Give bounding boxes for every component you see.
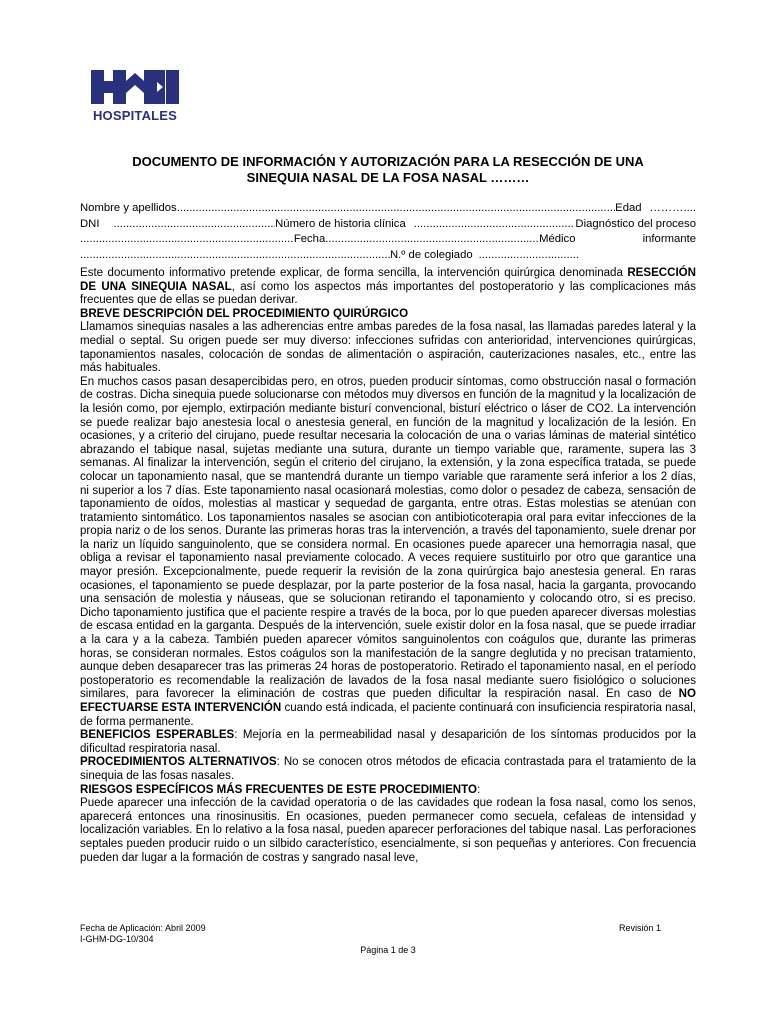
dni-blank[interactable] — [113, 217, 275, 233]
field-row-fecha — [80, 232, 696, 248]
fecha-label: Fecha — [293, 233, 326, 246]
logo-text: HOSPITALES — [92, 108, 178, 123]
nombre-label: Nombre y apellidos — [80, 202, 177, 214]
document-title-line-1: DOCUMENTO DE INFORMACIÓN Y AUTORIZACIÓN PARA LA RESECCIÓN DE UNA — [132, 154, 644, 169]
revision: Revisión 1 — [618, 923, 661, 933]
fecha-aplicacion: Fecha de Aplicación: Abril 2009 — [80, 923, 206, 933]
document-title-line-2: SINEQUIA NASAL DE LA FOSA NASAL ……… — [246, 170, 530, 185]
patient-fields — [80, 201, 696, 263]
description-paragraph-2: En muchos casos pasan desapercibidas pero, en otros, pueden producir síntomas, como obstrucción nasal o formación de costras. Dicha sinequia puede solucionarse con métodos muy diversos en función de la magnitud y la localización de la lesión como, por ejemplo, extirpación mediante bisturí convencional, bisturí eléctrico o láser de CO2. La intervención se puede realizar bajo anestesia local o anestesia general, en función de la magnitud y localización de la lesión. En ocasiones, y a criterio del cirujano, puede resultar necesaria la colocación de una o varias láminas de material sintético abrazando el tabique nasal, sujetas mediante una sutura, durante un tiempo variable que, raramente, supera las 3 semanas. Al finalizar la intervención, según el criterio del cirujano, la extensión, y la zona específica tratada, se puede colocar un taponamiento nasal, que se mantendrá durante un tiempo variable que raramente será inferior a los 2 días, ni superior a los 7 días. Este taponamiento nasal ocasionará molestias, como dolor o pesadez de cabeza, sensación de taponamiento de oídos, molestias al masticar y sequedad de garganta, entre otras. Estas molestias se atenúan con tratamiento sintomático. Los taponamientos nasales se asocian con antibioticoterapia oral para evitar infecciones de la propia nariz o de los senos. Durante las primeras horas tras la intervención, a través del taponamiento, suele drenar por la nariz un líquido sanguinolento, que se considera normal. En ocasiones puede aparecer una hemorragia nasal, que obliga a revisar el taponamiento nasal previamente colocado. A veces requiere sustituirlo por otro que garantice una mayor presión. Excepcionalmente, puede requerir la revisión de la zona quirúrgica bajo anestesia general. En raras ocasiones, el taponamiento se puede desplazar, por la parte posterior de la fosa nasal, hacia la garganta, provocando una sensación de molestia y náuseas, que se solucionan retirando el taponamiento y colocando otro, si es preciso. Dicho taponamiento justifica que el paciente respire a través de la boca, por lo que pueden aparecer diversas molestias de escasa entidad en la garganta. Después de la intervención, suele existir dolor en la fosa nasal, que se puede irradiar a la cara y a la cabeza. También pueden aparecer vómitos sanguinolentos con coágulos que, durante las primeras horas, se consideran normales. Estos coágulos son la manifestación de la sangre deglutida y no precisan tratamiento, aunque deben desaparecer tras las primeras 24 horas de postoperatorio. Retirado el taponamiento nasal, en el período postoperatorio es recomendable la realización de lavados de la fosa nasal mediante suero fisiológico o soluciones similares, para favorecer la eliminación de costras que pueden dificultar la respiración nasal. En caso de NO EFECTUARSE ESTA INTERVENCIÓN cuando está indicada, el paciente continuará con insuficiencia respiratoria nasal, de forma permanente. — [80, 375, 696, 728]
footer — [80, 923, 696, 945]
intro-paragraph: Este documento informativo pretende explicar, de forma sencilla, la intervención quirúrgica denominada RESECCIÓN DE UNA SINEQUIA NASAL, así como los aspectos más importantes del postoperatorio y las complicaciones más frecuentes que de ellas se puedan derivar. — [80, 267, 696, 307]
historia-label: Número de historia clínica — [275, 217, 406, 230]
hm-hospitales-logo — [91, 70, 181, 125]
diagnostico-blank[interactable] — [80, 232, 294, 248]
field-row-nombre — [80, 201, 696, 217]
alternatives-heading: PROCEDIMIENTOS ALTERNATIVOS — [80, 756, 277, 769]
medico-blank[interactable] — [80, 248, 390, 264]
diagnostico-label: Diagnóstico del proceso — [575, 217, 696, 230]
benefits-heading: BENEFICIOS ESPERABLES — [80, 729, 235, 742]
alternatives-paragraph: PROCEDIMIENTOS ALTERNATIVOS: No se conocen otros métodos de eficacia contrastada para el tratamiento de la sinequia de las fosas nasales. — [80, 756, 696, 782]
document-code: I-GHM-DG-10/304 — [80, 934, 154, 944]
medico-label: Médico informante — [539, 233, 696, 246]
colegiado-label: N.º de colegiado — [390, 248, 473, 261]
description-heading: BREVE DESCRIPCIÓN DEL PROCEDIMIENTO QUIRÚRGICO — [80, 307, 409, 320]
risks-heading: RIESGOS ESPECÍFICOS MÁS FRECUENTES DE ESTE PROCEDIMIENTO: — [80, 783, 481, 796]
colegiado-blank[interactable]: ................................ — [478, 248, 580, 261]
field-row-dni — [80, 217, 696, 233]
historia-blank[interactable] — [414, 217, 576, 233]
document-title — [80, 154, 696, 186]
page-number: Página 1 de 3 — [360, 945, 416, 955]
edad-label: Edad — [615, 202, 642, 214]
edad-blank[interactable]: ……….... — [649, 202, 696, 214]
description-paragraph-1: Llamamos sinequias nasales a las adherencias entre ambas paredes de la fosa nasal, las llamadas paredes lateral y la medial o septal. Su origen puede ser muy diverso: infecciones sufridas con anterioridad, intervenciones quirúrgicas, taponamientos nasales, colocación de sondas de alimentación o aspiración, cauterizaciones nasales, etc., entre las más habituales. — [80, 321, 696, 375]
fecha-blank[interactable] — [325, 232, 539, 248]
risks-paragraph: Puede aparecer una infección de la cavidad operatoria o de las cavidades que rodean la fosa nasal, como los senos, aparecerá entonces una rinosinusitis. En ocasiones, pueden permanecer como secuela, cefaleas de intensidad y localización variables. En lo relativo a la fosa nasal, pueden aparecer perforaciones del tabique nasal. Las perforaciones septales pueden producir ruido o un silbido característico, esencialmente, si son pequeñas y anteriores. Con frecuencia pueden dar lugar a la formación de costras y sangrado nasal leve, — [80, 797, 696, 864]
document-body — [80, 267, 696, 865]
hm-logo-icon — [91, 70, 179, 106]
dni-label: DNI — [80, 217, 100, 230]
nombre-blank[interactable] — [177, 201, 615, 217]
field-row-colegiado — [80, 248, 696, 264]
benefits-paragraph: BENEFICIOS ESPERABLES: Mejoría en la permeabilidad nasal y desaparición de los síntomas producidos por la dificultad respiratoria nasal. — [80, 729, 696, 755]
procedure-name: RESECCIÓN DE UNA SINEQUIA NASAL — [80, 267, 696, 293]
